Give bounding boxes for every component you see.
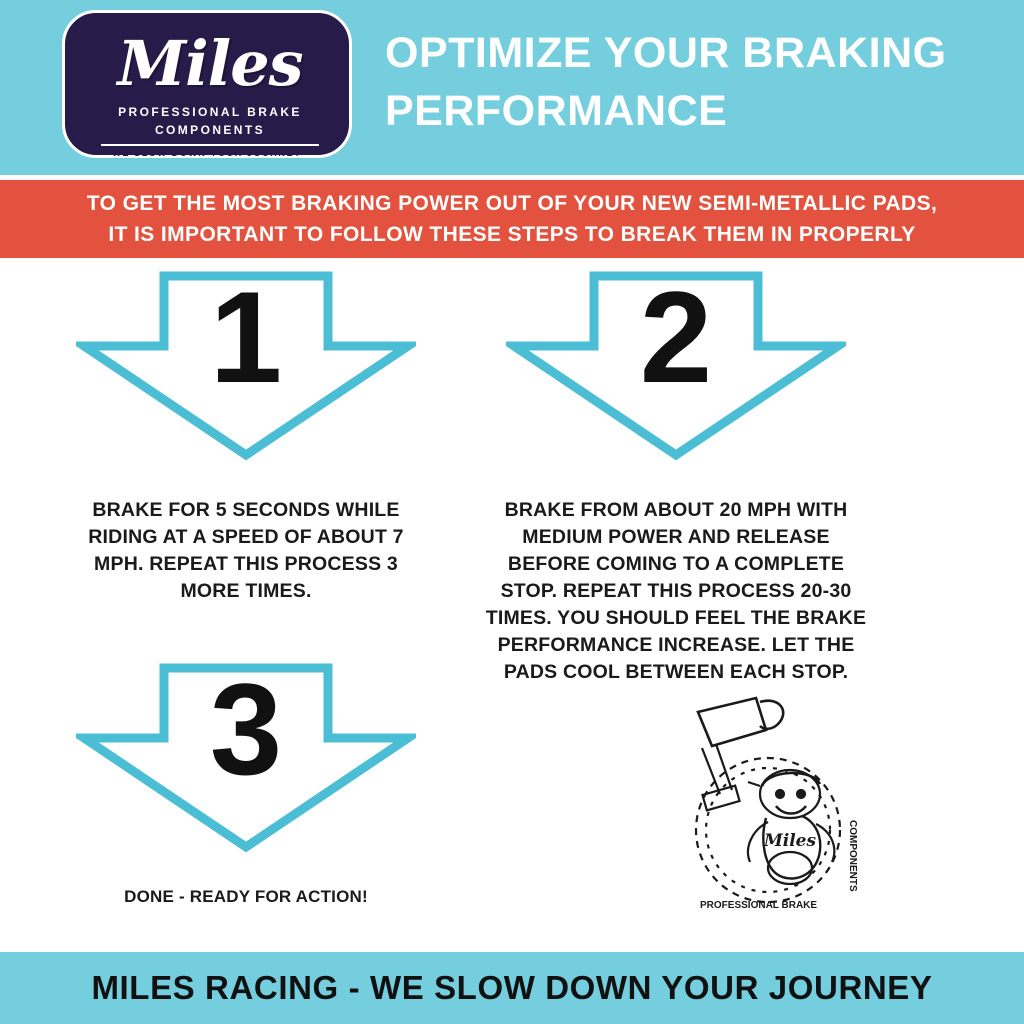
step-3-number: 3 (209, 656, 283, 802)
brand-logo (62, 10, 362, 165)
step-3-arrow (76, 656, 416, 855)
step-1-arrow (76, 264, 416, 463)
header-band (0, 0, 1024, 175)
step-2 (485, 264, 871, 686)
logo-tagline: WE SLOW DOWN YOUR JOURNEY (112, 148, 302, 158)
step-1-number: 1 (209, 264, 283, 410)
step-2-arrow (506, 264, 846, 463)
mascot-ring-text-top: COMPONENTS (847, 820, 858, 892)
logo-plate (62, 10, 352, 158)
logo-divider (101, 144, 319, 146)
page-title: OPTIMIZE YOUR BRAKING PERFORMANCE (385, 29, 947, 135)
mascot-brand-text: Miles (763, 831, 817, 851)
step-3-text: DONE - READY FOR ACTION! (124, 887, 368, 906)
intro-banner-line2: IT IS IMPORTANT TO FOLLOW THESE STEPS TO BREAK THEM IN PROPERLY (108, 223, 916, 246)
logo-subtitle-line1: PROFESSIONAL BRAKE (118, 105, 302, 119)
logo-wordmark: Miles (117, 27, 303, 100)
step-1 (76, 264, 416, 605)
intro-banner-line1: TO GET THE MOST BRAKING POWER OUT OF YOUR NEW SEMI-METALLIC PADS, (86, 192, 938, 215)
footer-text: MILES RACING - WE SLOW DOWN YOUR JOURNEY (91, 969, 933, 1006)
intro-banner (0, 180, 1024, 258)
step-2-number: 2 (639, 264, 713, 410)
mascot-ring-text-bottom: PROFESSIONAL BRAKE (700, 900, 818, 911)
logo-subtitle-line2: COMPONENTS (154, 123, 265, 137)
mascot-illustration (640, 690, 890, 920)
step-2-text: BRAKE FROM ABOUT 20 MPH WITH MEDIUM POWER AND RELEASE BEFORE COMING TO A COMPLETE STOP. REPEAT THIS PROCESS 20-30 TIMES. YOU SHOULD FEEL THE BRAKE PERFORMANCE INCREASE. LET THE PADS COOL BETWEEN EACH STOP. (485, 499, 867, 683)
footer-band (0, 952, 1024, 1024)
step-1-text: BRAKE FOR 5 SECONDS WHILE RIDING AT A SPEED OF ABOUT 7 MPH. REPEAT THIS PROCESS 3 MORE TIMES. (88, 499, 404, 602)
step-3 (76, 656, 416, 910)
trophy-mascot-icon (640, 690, 890, 920)
